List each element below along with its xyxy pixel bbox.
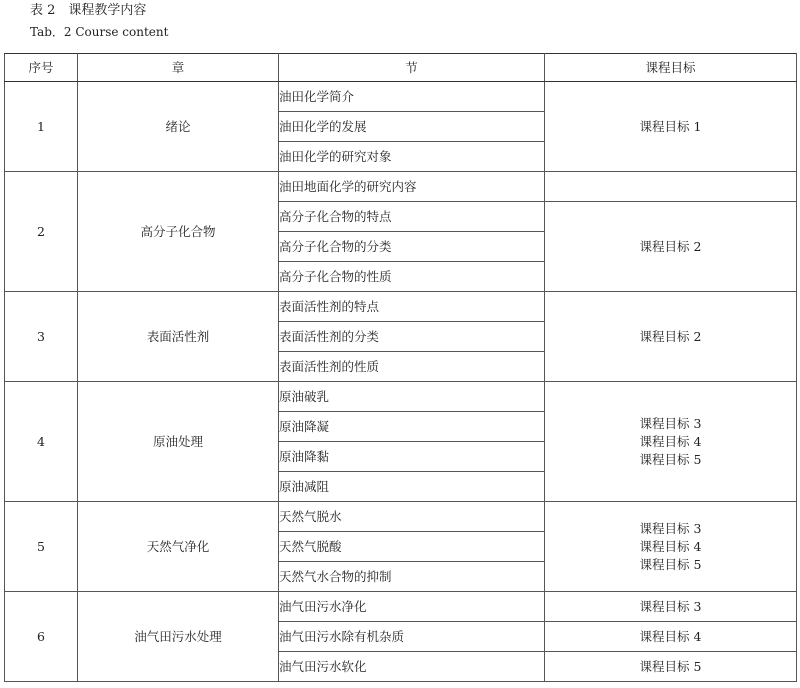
course-goal-label: 课程目标 5 <box>639 658 702 674</box>
header-chapter: 章 <box>78 54 279 82</box>
course-goal-label: 课程目标 4 <box>639 538 702 554</box>
table-row <box>5 502 797 532</box>
chapter-title-cell: 绪论 <box>78 82 279 172</box>
section-cell: 油田化学简介 <box>279 82 545 112</box>
table-body <box>5 82 797 682</box>
course-goal-label: 课程目标 4 <box>639 433 702 449</box>
course-content-table <box>4 53 797 682</box>
course-goal-cell <box>545 592 797 622</box>
section-cell: 油田化学的发展 <box>279 112 545 142</box>
section-cell: 高分子化合物的特点 <box>279 202 545 232</box>
course-goal-cell <box>545 622 797 652</box>
table-row <box>5 592 797 622</box>
chapter-title-cell: 高分子化合物 <box>78 172 279 292</box>
course-goal-cell <box>545 652 797 682</box>
chapter-number-cell: 1 <box>5 82 78 172</box>
chapter-title-cell: 表面活性剂 <box>78 292 279 382</box>
course-goal-label: 课程目标 5 <box>639 451 702 467</box>
course-goal-cell <box>545 82 797 172</box>
section-cell: 天然气水合物的抑制 <box>279 562 545 592</box>
chapter-title-cell: 原油处理 <box>78 382 279 502</box>
section-cell: 原油降凝 <box>279 412 545 442</box>
course-goal-label: 课程目标 3 <box>639 520 702 536</box>
section-cell: 天然气脱酸 <box>279 532 545 562</box>
table-header-row <box>5 54 797 82</box>
course-goal-cell <box>545 502 797 592</box>
chapter-title-cell: 天然气净化 <box>78 502 279 592</box>
course-goal-cell <box>545 202 797 292</box>
header-no: 序号 <box>5 54 78 82</box>
section-cell: 表面活性剂的特点 <box>279 292 545 322</box>
chapter-number-cell: 3 <box>5 292 78 382</box>
header-section: 节 <box>279 54 545 82</box>
section-cell: 油气田污水软化 <box>279 652 545 682</box>
course-goal-label: 课程目标 2 <box>639 328 702 344</box>
section-cell: 油气田污水净化 <box>279 592 545 622</box>
table-caption-en: Tab．2 Course content <box>30 25 169 39</box>
course-goal-label: 课程目标 3 <box>639 415 702 431</box>
header-goal: 课程目标 <box>545 54 797 82</box>
chapter-number-cell: 6 <box>5 592 78 682</box>
table-row <box>5 82 797 112</box>
course-goal-label: 课程目标 1 <box>639 118 702 134</box>
course-goal-cell <box>545 382 797 502</box>
section-cell: 油田化学的研究对象 <box>279 142 545 172</box>
course-goal-label: 课程目标 3 <box>639 598 702 614</box>
table-row <box>5 172 797 202</box>
section-cell: 原油降黏 <box>279 442 545 472</box>
section-cell: 高分子化合物的性质 <box>279 262 545 292</box>
chapter-number-cell: 5 <box>5 502 78 592</box>
chapter-title-cell: 油气田污水处理 <box>78 592 279 682</box>
table-caption-cn: 表 2 课程教学内容 <box>30 3 147 18</box>
chapter-number-cell: 2 <box>5 172 78 292</box>
section-cell: 油气田污水除有机杂质 <box>279 622 545 652</box>
course-goal-label: 课程目标 2 <box>639 238 702 254</box>
table-row <box>5 292 797 322</box>
chapter-number-cell: 4 <box>5 382 78 502</box>
course-goal-cell <box>545 172 797 202</box>
course-goal-cell <box>545 292 797 382</box>
section-cell: 油田地面化学的研究内容 <box>279 172 545 202</box>
course-goal-label: 课程目标 5 <box>639 556 702 572</box>
course-goal-label: 课程目标 4 <box>639 628 702 644</box>
section-cell: 原油破乳 <box>279 382 545 412</box>
section-cell: 表面活性剂的分类 <box>279 322 545 352</box>
table-row <box>5 382 797 412</box>
section-cell: 高分子化合物的分类 <box>279 232 545 262</box>
section-cell: 表面活性剂的性质 <box>279 352 545 382</box>
section-cell: 原油减阻 <box>279 472 545 502</box>
section-cell: 天然气脱水 <box>279 502 545 532</box>
